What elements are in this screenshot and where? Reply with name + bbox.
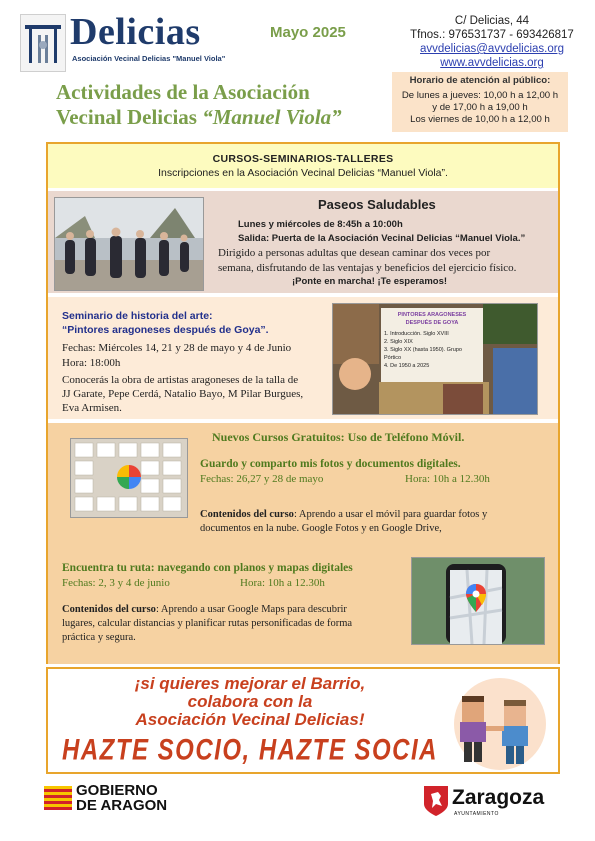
aragon-flag-icon [44, 786, 72, 815]
paseos-description [218, 246, 554, 276]
hours-line1: De lunes a jueves: 10,00 h a 12,00 h [401, 90, 559, 101]
course1-contents-text: : Aprendo a usar el móvil para guardar fotos y [293, 509, 488, 520]
poster-item: 1. Introducción. Siglo XVIII [384, 331, 449, 337]
course2-dates: Fechas: 2, 3 y 4 de junio [62, 577, 170, 589]
page-title-line2: Vecinal Delicias [56, 105, 203, 129]
course2-contents-text: : Aprendo a usar Google Maps para descubrir [155, 604, 347, 615]
seminar-schedule [62, 341, 291, 371]
month-label: Mayo 2025 [270, 24, 346, 41]
paseos-title: Paseos Saludables [318, 197, 436, 212]
page-title-name: “Manuel Viola” [202, 105, 342, 129]
paseos-days: Lunes y miércoles de 8:45h a 10:00h [238, 219, 403, 230]
zaragoza-logo-text: Zaragoza [452, 786, 545, 809]
contact-block [400, 14, 584, 70]
gobierno-line1: GOBIERNO [76, 782, 158, 799]
course2-time: Hora: 10h a 12.30h [240, 577, 325, 589]
seminar-desc-line2: JJ Garate, Pepe Cerdá, Natalio Bayo, M Pilar Burgues, [62, 388, 304, 400]
banner-title: CURSOS-SEMINARIOS-TALLERES [212, 153, 394, 165]
web-link[interactable]: www.avvdelicias.org [440, 57, 544, 69]
email-link[interactable]: avvdelicias@avvdelicias.org [420, 43, 564, 55]
seminar-poster [332, 303, 538, 415]
address: C/ Delicias, 44 [454, 15, 530, 27]
gobierno-line2: DE ARAGON [76, 797, 168, 814]
zaragoza-lion-icon [424, 786, 448, 821]
poster-title-line2: DESPUÉS DE GOYA [405, 320, 459, 326]
poster-item: 4. De 1950 a 2025 [384, 363, 430, 369]
seminar-description [62, 373, 303, 415]
course1-contents [200, 508, 487, 536]
maps-course-image [411, 557, 545, 645]
course1-title: Guardo y comparto mis fotos y documentos digitales. [200, 458, 461, 470]
paseos-cta: ¡Ponte en marcha! ¡Te esperamos! [292, 276, 448, 287]
promo-line3: Asociación Vecinal Delicias! [135, 710, 365, 729]
banner-subtitle: Inscripciones en la Asociación Vecinal Delicias “Manuel Viola”. [158, 167, 448, 179]
hours-heading: Horario de atención al público: [409, 75, 551, 86]
association-logo-icon [20, 14, 66, 72]
course2-contents-line2: lugares, calcular distancias y planificar rutas personificadas de forma [62, 618, 353, 629]
seminar-time: Hora: 18:00h [62, 357, 121, 369]
course2-contents-line3: práctica y segura. [62, 632, 136, 643]
gobierno-aragon-logo [76, 783, 167, 813]
paseos-desc-line2: semana, disfrutando de las ventajas y beneficios del ejercicio físico. [218, 262, 517, 274]
paseos-desc-line1: Dirigido a personas adultas que desean caminar dos veces por [218, 247, 491, 259]
neighbors-illustration [450, 674, 550, 770]
walkers-photo [54, 197, 204, 291]
seminar-title-line1: Seminario de historia del arte: [62, 310, 213, 322]
promo-line1: ¡si quieres mejorar el Barrio, [134, 674, 366, 693]
hours-line2: y de 17,00 h a 19,00 h [432, 102, 528, 113]
promo-line2: colabora con la [187, 692, 313, 711]
zaragoza-subtitle: AYUNTAMIENTO [454, 811, 499, 817]
poster-item: 2. Siglo XIX [384, 339, 413, 345]
logo-title: Delicias [70, 11, 201, 53]
page-title-line1: Actividades de la Asociación [56, 80, 310, 104]
opening-hours-box [392, 72, 568, 132]
course1-dates: Fechas: 26,27 y 28 de mayo [200, 473, 324, 485]
seminar-dates: Fechas: Miércoles 14, 21 y 28 de mayo y 4 de Junio [62, 342, 292, 354]
poster-title-line1: PINTORES ARAGONESES [397, 312, 467, 318]
courses-banner [48, 144, 558, 188]
page-title [56, 80, 342, 130]
paseos-departure: Salida: Puerta de la Asociación Vecinal Delicias “Manuel Viola.” [238, 233, 526, 244]
course1-contents-label: Contenidos del curso [200, 509, 294, 520]
course2-contents [62, 603, 402, 645]
poster-card [381, 308, 483, 382]
seminar-title [62, 309, 269, 337]
poster-item: 3. Siglo XX (hasta 1950). Grupo Pórtico [384, 347, 462, 361]
promo-text [60, 675, 440, 729]
logo-subtitle: Asociación Vecinal Delicias "Manuel Viola" [72, 54, 226, 63]
courses-heading: Nuevos Cursos Gratuitos: Uso de Teléfono Móvil. [212, 430, 465, 444]
hours-line3: Los viernes de 10,00 h a 12,00 h [410, 114, 550, 125]
seminar-title-line2: “Pintores aragoneses después de Goya”. [62, 324, 269, 336]
photos-course-image [70, 438, 188, 518]
phones: Tfnos.: 976531737 - 693426817 [410, 29, 574, 41]
promo-slogan: HAZTE SOCIO, HAZTE SOCIA [62, 733, 439, 767]
seminar-desc-line1: Conocerás la obra de artistas aragoneses de la talla de [62, 374, 299, 386]
course2-contents-label: Contenidos del curso [62, 604, 156, 615]
course1-time: Hora: 10h a 12.30h [405, 473, 490, 485]
course1-contents-line2: documentos en la nube. Google Fotos y en Google Drive, [200, 523, 442, 534]
course2-title: Encuentra tu ruta: navegando con planos y mapas digitales [62, 562, 353, 574]
seminar-desc-line3: Eva Armisen. [62, 402, 122, 414]
